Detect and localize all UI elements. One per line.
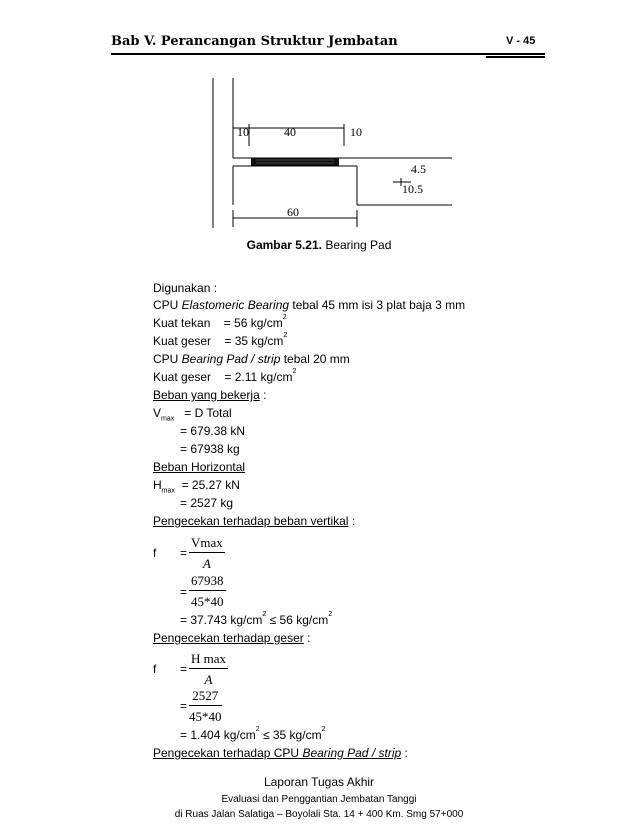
dim-label-10-right: 10 bbox=[350, 125, 362, 139]
dim-label-10-5: 10.5 bbox=[402, 182, 423, 196]
f2b-equals: = bbox=[180, 699, 188, 713]
dim-label-4-5: 4.5 bbox=[411, 162, 426, 176]
kuat-geser-strip-line: Kuat geser = 2.11 $kg/cm^2$ bbox=[153, 368, 297, 384]
kuat-tekan-line: Kuat tekan = 56 $kg/cm^2$ bbox=[153, 314, 287, 330]
f1b-equals: = bbox=[180, 585, 188, 599]
dim-label-10-left: 10 bbox=[237, 125, 249, 139]
footer-location: di Ruas Jalan Salatiga – Boyolali Sta. 14 + 400 Km. Smg 57+000 bbox=[174, 809, 464, 820]
footer-report-title: Laporan Tugas Akhir bbox=[263, 775, 375, 789]
f2-equals: = bbox=[180, 662, 188, 676]
cek-geser-heading: Pengecekan terhadap geser : bbox=[153, 631, 311, 645]
f1-numerator: Vmax bbox=[189, 535, 225, 553]
f1b-denominator: 45*40 bbox=[191, 594, 224, 609]
f2b-fraction bbox=[189, 688, 222, 725]
f1-label: f bbox=[153, 546, 157, 560]
cek-vertikal-heading: Pengecekan terhadap beban vertikal : bbox=[153, 514, 356, 528]
page-number: V - 45 bbox=[506, 35, 536, 47]
kuat-geser-line: Kuat geser = 35 $kg/cm^2$ bbox=[153, 332, 288, 348]
vmax-kg: = 67938 kg bbox=[180, 442, 240, 456]
f2-denominator: A bbox=[204, 672, 213, 687]
f1b-numerator: 67938 bbox=[189, 573, 226, 591]
f2-numerator: H max bbox=[189, 651, 228, 669]
vmax-line: $V_{max} = D$ Total bbox=[153, 406, 232, 423]
f1-fraction bbox=[189, 535, 225, 572]
digunakan-label: Digunakan : bbox=[153, 281, 218, 295]
cek-cpu-heading: Pengecekan terhadap CPU Bearing Pad / strip : bbox=[153, 746, 408, 760]
f1-result: = 37.743 $kg/cm^2 \le 56$ $kg/cm^2$ bbox=[180, 611, 333, 627]
hmax-line: $H_{max} = 25.27$ kN bbox=[153, 478, 240, 495]
f2b-numerator: 2527 bbox=[189, 688, 222, 706]
vmax-kn: = 679.38 kN bbox=[180, 424, 246, 438]
f1-denominator: A bbox=[202, 556, 211, 571]
caption-number: Gambar 5.21. bbox=[246, 238, 322, 252]
f1-equals: = bbox=[180, 546, 188, 560]
dim-label-60: 60 bbox=[287, 205, 299, 219]
header-title: Bab V. Perancangan Struktur Jembatan bbox=[111, 34, 398, 49]
caption-text: Bearing Pad bbox=[321, 238, 392, 252]
cpu-bearing-pad-line: CPU Bearing Pad / strip tebal 20 mm bbox=[153, 352, 350, 366]
f2-result: = 1.404 $kg/cm^2 \le 35$ $kg/cm^2$ bbox=[180, 726, 326, 742]
bearing-pad bbox=[251, 158, 339, 166]
cpu-elastomeric-line: CPU Elastomeric Bearing tebal 45 mm isi 3 plat baja 3 mm bbox=[153, 298, 466, 312]
f2-fraction bbox=[189, 651, 228, 688]
f2-label: f bbox=[153, 662, 157, 676]
beban-horizontal-heading: Beban Horizontal bbox=[153, 460, 246, 474]
beban-bekerja-heading: Beban yang bekerja : bbox=[153, 388, 267, 402]
bearing-pad-figure bbox=[0, 0, 638, 236]
f1b-fraction bbox=[189, 573, 226, 610]
f2b-denominator: 45*40 bbox=[189, 709, 222, 724]
hmax-kg: = 2527 kg bbox=[180, 496, 234, 510]
figure-caption bbox=[0, 238, 638, 252]
dim-label-40: 40 bbox=[284, 125, 296, 139]
footer-project: Evaluasi dan Penggantian Jembatan Tanggi bbox=[221, 794, 417, 805]
